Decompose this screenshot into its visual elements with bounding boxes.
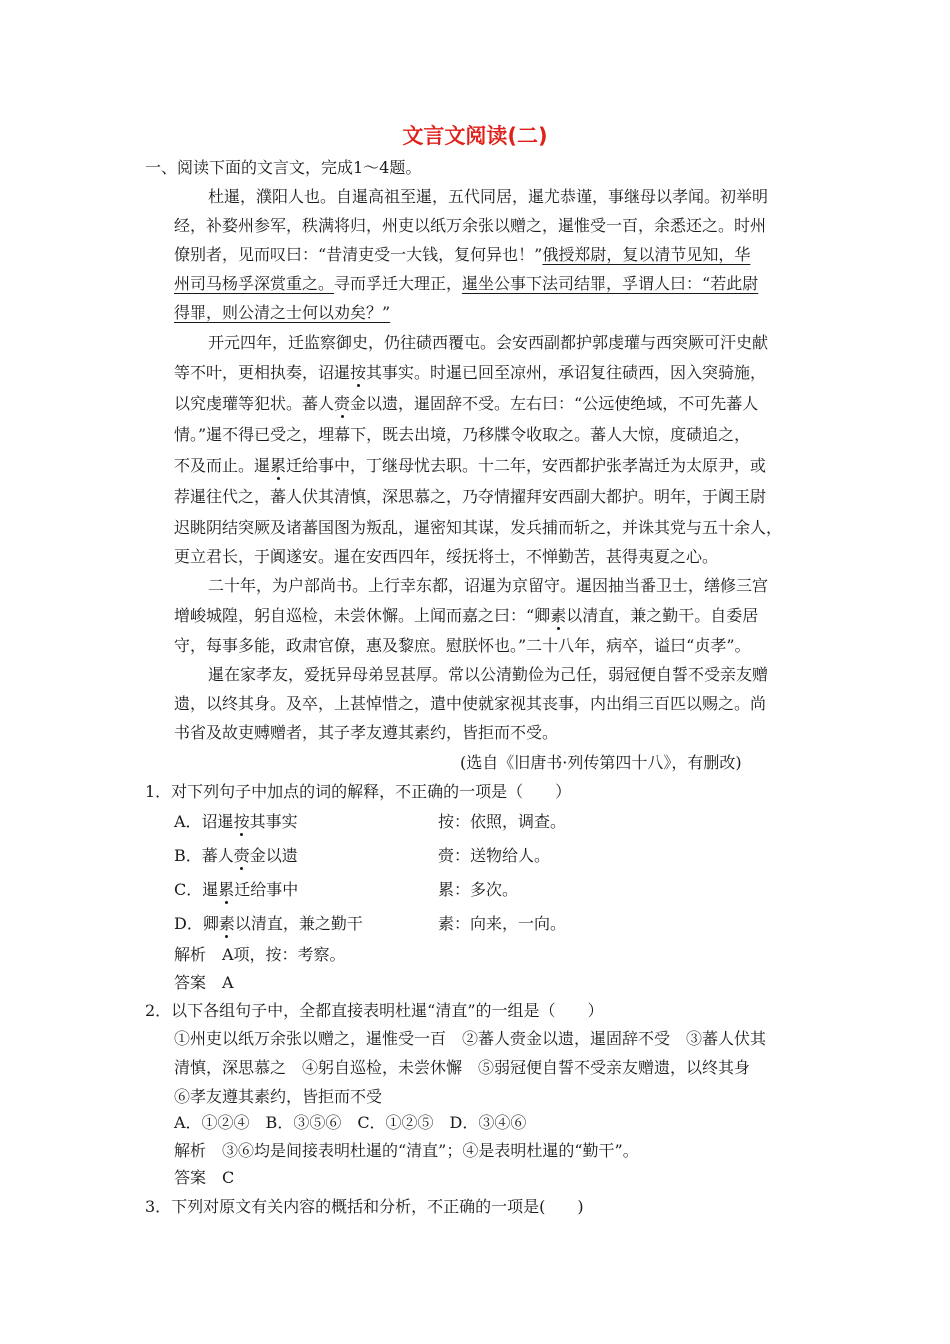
underlined-text: 俄授郑尉，复以清节见知，华 [542, 245, 751, 264]
q2-statements: 清慎，深思慕之 ④躬自巡检，未尝休懈 ⑤弱冠便自誓不受亲友赠遗，以终其身 [174, 1058, 751, 1077]
passage-line [174, 273, 758, 295]
option-explanation: 赍：送物给人。 [438, 846, 551, 865]
passage-source: (选自《旧唐书·列传第四十八》，有删改) [460, 753, 742, 772]
question-1-stem: 1．对下列句子中加点的词的解释，不正确的一项是（ ） [145, 782, 572, 801]
passage-text: 以清直，兼之勤干。自委居 [566, 606, 759, 625]
option-text: B．蕃人 [174, 846, 234, 865]
q2-answer: 答案 C [174, 1168, 235, 1187]
passage-line: 遗，以终其身。及卒，上甚悼惜之，遣中使就家视其丧事，内出绢三百匹以赐之。尚 [174, 694, 767, 713]
dotted-word: 赍 [233, 846, 250, 865]
passage-line: 荐暹往代之，蕃人伏其清慎，深思慕之，乃夺情擢拜安西副大都护。明年，于阗王尉 [174, 487, 767, 506]
dotted-word: 素 [550, 606, 567, 625]
passage-line: 情。”暹不得已受之，埋幕下，既去出境，乃移牒令收取之。蕃人大惊，度碛追之， [174, 425, 751, 444]
passage-line: 书省及故吏赙赠者，其子孝友遵其素约，皆拒而不受。 [174, 723, 559, 742]
q1-option-c [174, 879, 774, 901]
passage-line [174, 455, 766, 477]
passage-line: 守，每事多能，政肃官僚，惠及黎庶。慰朕怀也。”二十八年，病卒，谥曰“贞孝”。 [174, 636, 751, 655]
dotted-word: 素 [218, 914, 235, 933]
passage-text: 金以遗，暹固辞不受。左右曰：“公远使绝域，不可先蕃人 [350, 394, 759, 413]
dotted-word: 按 [233, 812, 250, 831]
passage-text: 等不叶，更相执奏，诏暹 [174, 363, 351, 382]
q2-statements: ①州吏以纸万余张以赠之，暹惟受一百 ②蕃人赍金以遗，暹固辞不受 ③蕃人伏其 [174, 1029, 767, 1048]
dotted-word: 累 [218, 880, 235, 899]
dotted-word: 赍 [334, 394, 351, 413]
q1-option-a [174, 811, 774, 833]
q1-option-b [174, 845, 774, 867]
page-title: 文言文阅读(二) [402, 124, 548, 148]
option-text: 以清直，兼之勤干 [234, 914, 363, 933]
question-3-stem: 3．下列对原文有关内容的概括和分析，不正确的一项是( ) [145, 1197, 584, 1216]
passage-line: 经，补婺州参军，秩满将归，州吏以纸万余张以赠之，暹惟受一百，余悉还之。时州 [174, 216, 767, 235]
option-text: 其事实 [249, 812, 298, 831]
option-text: 金以遗 [249, 846, 298, 865]
passage-line [174, 605, 758, 627]
passage-text: 僚别者，见而叹曰：“昔清吏受一大钱，复何异也！” [174, 245, 543, 264]
passage-line: 更立君长，于阗遂安。暹在安西四年，绥抚将士，不惮勤苦，甚得夷夏之心。 [174, 547, 719, 566]
option-explanation: 素：向来，一向。 [438, 914, 567, 933]
option-text: C．暹 [174, 880, 219, 899]
q1-answer: 答案 A [174, 973, 234, 992]
passage-line [174, 362, 766, 384]
option-explanation: 累：多次。 [438, 880, 519, 899]
passage-line: 开元四年，迁监察御史，仍往碛西覆屯。会安西副都护郭虔瓘与西突厥可汗史献 [208, 333, 769, 352]
passage-line [174, 393, 758, 415]
underlined-text: 暹坐公事下法司结罪，孚谓人曰：“若此尉 [462, 274, 759, 293]
q1-analysis: 解析 A项，按：考察。 [174, 945, 346, 964]
passage-text: 其事实。时暹已回至凉州，承诏复往碛西，因入突骑施， [366, 363, 767, 382]
passage-text: 以究虔瓘等犯状。蕃人 [174, 394, 335, 413]
passage-text: 寻而孚迁大理正， [334, 274, 463, 293]
passage-line: 杜暹，濮阳人也。自暹高祖至暹，五代同居，暹尤恭谨，事继母以孝闻。初举明 [208, 187, 769, 206]
option-text: 迁给事中 [234, 880, 299, 899]
option-text: A．诏暹 [174, 812, 234, 831]
q2-statements: ⑥孝友遵其素约，皆拒而不受 [174, 1087, 383, 1106]
passage-line [174, 244, 750, 266]
underlined-text: 得罪，则公清之士何以劝矣？” [174, 303, 391, 322]
option-explanation: 按：依照，调查。 [438, 812, 567, 831]
q2-options: A．①②④ B．③⑤⑥ C．①②⑤ D．③④⑥ [174, 1113, 527, 1132]
question-2-stem: 2．以下各组句子中，全都直接表明杜暹“清直”的一组是（ ） [145, 1001, 604, 1020]
passage-line: 暹在家孝友，爱抚异母弟昱甚厚。常以公清勤俭为己任，弱冠便自誓不受亲友赠 [208, 665, 769, 684]
underlined-text: 州司马杨孚深赏重之。 [174, 274, 335, 293]
passage-text: 增峻城隍，躬自巡检，未尝休懈。上闻而嘉之曰：“卿 [174, 606, 551, 625]
passage-text: 迁给事中，丁继母忧去职。十二年，安西都护张孝嵩迁为太原尹，或 [286, 456, 767, 475]
option-text: D．卿 [174, 914, 219, 933]
passage-line: 迟眺阴结突厥及诸蕃国图为叛乱，暹密知其谋，发兵捕而斩之，并诛其党与五十余人， [174, 518, 783, 537]
q1-option-d [174, 913, 774, 935]
passage-line [174, 302, 390, 324]
dotted-word: 累 [270, 456, 287, 475]
dotted-word: 按 [350, 363, 367, 382]
section-intro: 一、阅读下面的文言文，完成1～4题。 [145, 158, 422, 177]
passage-text: 不及而止。暹 [174, 456, 271, 475]
q2-analysis: 解析 ③⑥均是间接表明杜暹的“清直”；④是表明杜暹的“勤干”。 [174, 1141, 639, 1160]
passage-line: 二十年，为户部尚书。上行幸东都，诏暹为京留守。暹因抽当番卫士，缮修三宫 [208, 576, 769, 595]
